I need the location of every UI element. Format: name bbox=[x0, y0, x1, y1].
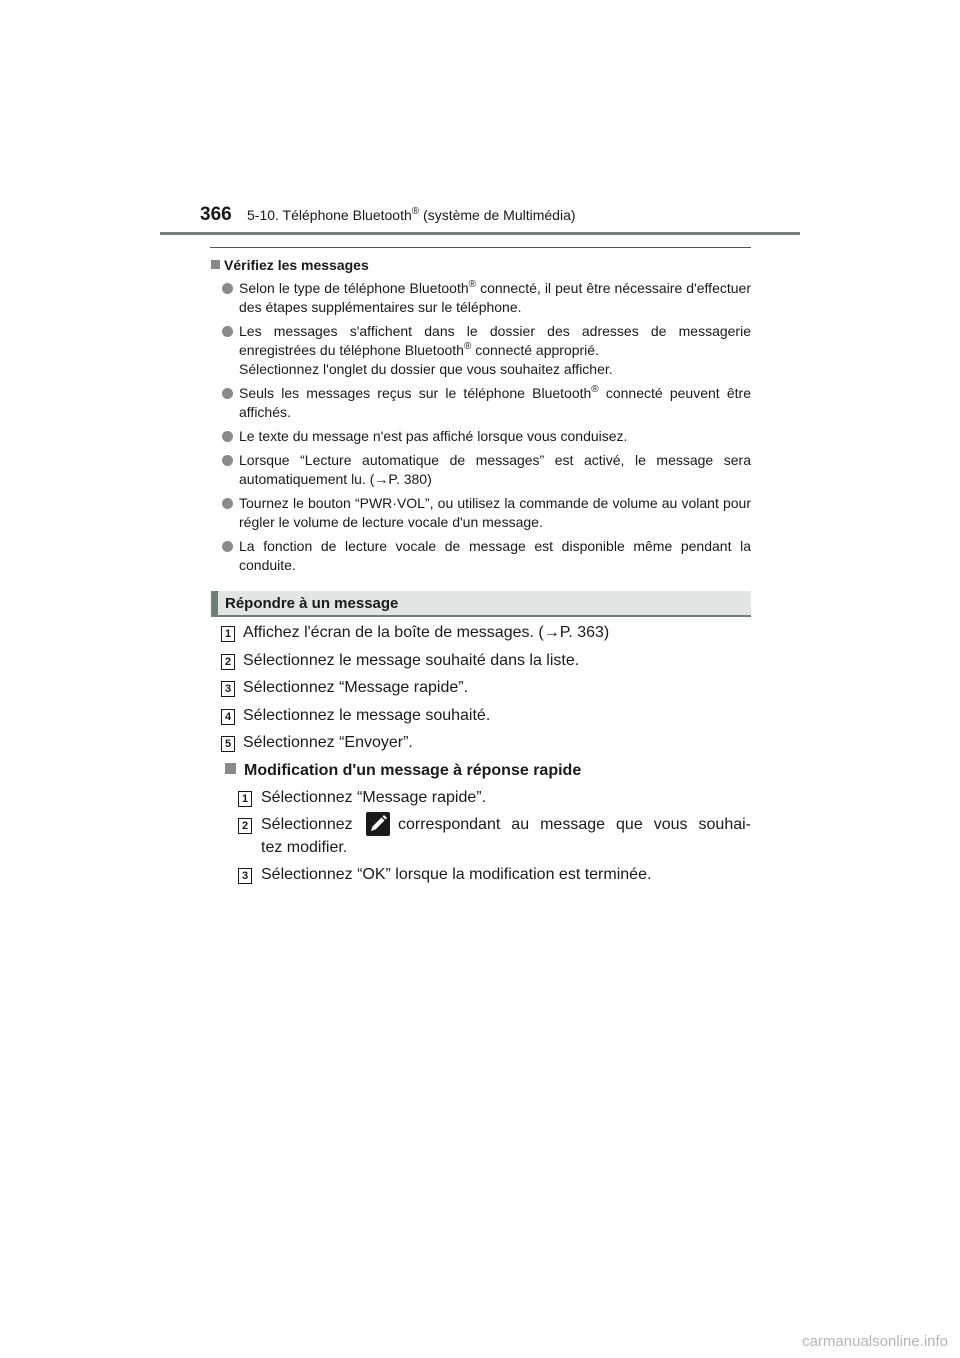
step-text: correspondant au message que vous souhai- bbox=[398, 816, 751, 833]
watermark: carmanualsonline.info bbox=[802, 1333, 948, 1350]
bullet-dot-icon bbox=[222, 431, 233, 442]
list-item: Tournez le bouton “PWR·VOL”, ou utilisez la commande de volume au volant pour régler le volume de lecture vocale d'un message. bbox=[222, 494, 751, 532]
step-text: tez modifier. bbox=[261, 839, 348, 856]
page-number: 366 bbox=[200, 204, 232, 225]
step-text: Sélectionnez “Message rapide”. bbox=[243, 679, 469, 696]
step-number-1: 1 bbox=[221, 626, 235, 642]
bullet-dot-icon bbox=[222, 455, 233, 466]
reply-section-title: Répondre à un message bbox=[225, 595, 399, 612]
list-item: La fonction de lecture vocale de message est disponible même pendant la conduite. bbox=[222, 537, 751, 575]
step-number-4: 4 bbox=[221, 709, 235, 725]
list-item: Le texte du message n'est pas affiché lorsque vous conduisez. bbox=[222, 427, 751, 446]
bullet-dot-icon bbox=[222, 541, 233, 552]
step-number-3: 3 bbox=[221, 681, 235, 697]
step-text: Affichez l'écran de la boîte de messages. (→P. 363) bbox=[243, 624, 610, 641]
section-accent bbox=[211, 591, 218, 617]
step-number-5: 5 bbox=[221, 736, 235, 752]
square-bullet-icon bbox=[225, 763, 236, 774]
step-text: Sélectionnez bbox=[261, 816, 353, 833]
list-item: Les messages s'affichent dans le dossier des adresses de messagerie enregistrées du téléphone Bluetooth® connecté approprié. Sélectionnez l'onglet du dossier que vous souhaitez afficher. bbox=[222, 322, 751, 379]
bullet-dot-icon bbox=[222, 388, 233, 399]
section-rule bbox=[210, 247, 751, 248]
step-number-1: 1 bbox=[238, 791, 252, 807]
step-number-2: 2 bbox=[238, 818, 252, 834]
step-text: Sélectionnez “OK” lorsque la modification est terminée. bbox=[261, 866, 652, 883]
modify-heading: Modification d'un message à réponse rapide bbox=[225, 762, 581, 780]
bullet-dot-icon bbox=[222, 283, 233, 294]
step-number-2: 2 bbox=[221, 654, 235, 670]
bullet-dot-icon bbox=[222, 498, 233, 509]
list-item: Selon le type de téléphone Bluetooth® connecté, il peut être nécessaire d'effectuer des étapes supplémentaires sur le téléphone. bbox=[222, 279, 751, 317]
list-item: Seuls les messages reçus sur le téléphone Bluetooth® connecté peuvent être affichés. bbox=[222, 384, 751, 422]
list-item: Lorsque “Lecture automatique de messages” est activé, le message sera automatiquement lu. (→P. 380) bbox=[222, 451, 751, 489]
step-text: Sélectionnez “Message rapide”. bbox=[261, 789, 487, 806]
check-messages-heading: Vérifiez les messages bbox=[211, 257, 369, 273]
chapter-title: 5-10. Téléphone Bluetooth® (système de Multimédia) bbox=[247, 206, 576, 223]
step-text: Sélectionnez “Envoyer”. bbox=[243, 734, 413, 751]
check-messages-list bbox=[222, 279, 751, 580]
step-text: Sélectionnez le message souhaité. bbox=[243, 707, 491, 724]
square-bullet-icon bbox=[211, 260, 220, 269]
step-number-3: 3 bbox=[238, 868, 252, 884]
pencil-icon bbox=[366, 812, 390, 836]
step-text: Sélectionnez le message souhaité dans la liste. bbox=[243, 652, 580, 669]
reply-section-bar bbox=[211, 591, 751, 617]
header-rule bbox=[160, 232, 800, 235]
bullet-dot-icon bbox=[222, 326, 233, 337]
